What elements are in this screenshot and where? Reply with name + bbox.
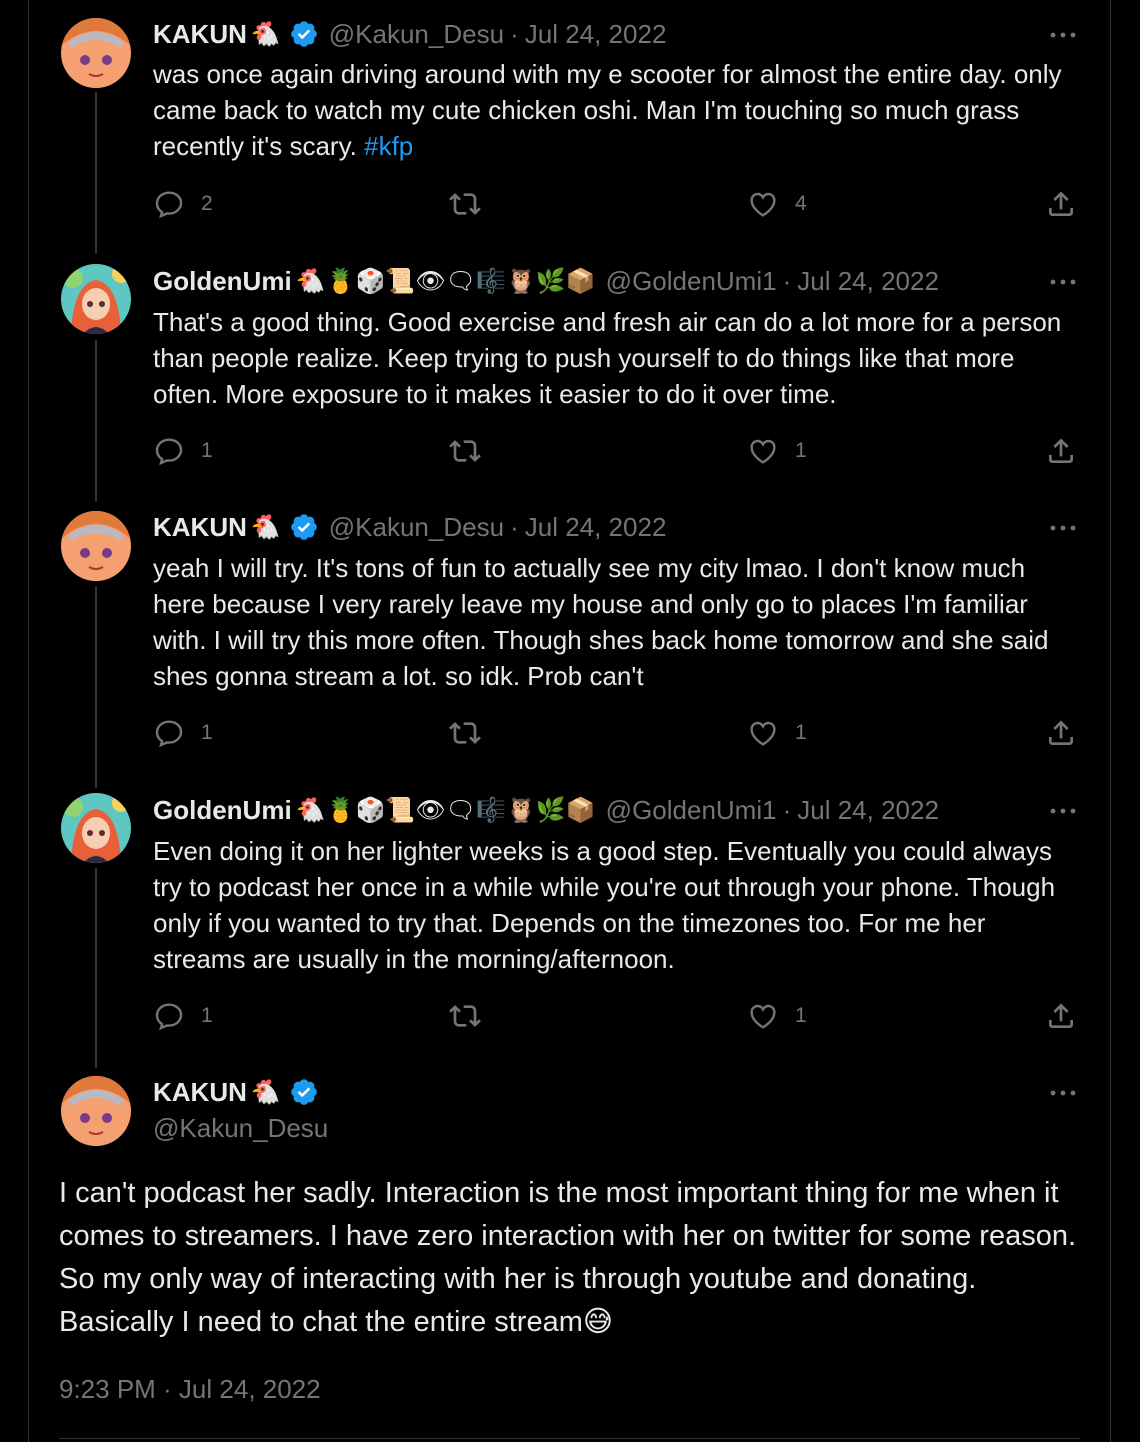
tweet-text: yeah I will try. It's tons of fun to actually see my city lmao. I don't know much here because I very rarely leave my house and only go to places I'm familiar with. I will try this more often. Though shes back home tomorrow and she said shes gonna stream a lot. so idk. Prob can't [153,553,1049,691]
main-tweet-text: I can't podcast her sadly. Interaction is the most important thing for me when it comes to streamers. I have zero interaction with her on twitter for some reason. So my only way of interacting with her is through youtube and donating. Basically I need to chat the entire stream😅 [59,1177,1077,1338]
name-emojis: 🐔 [250,20,281,48]
tweet-text-content: was once again driving around with my e scooter for almost the entire day. only came back to watch my cute chicken oshi. Man I'm touching so much grass recently it's scary. [153,59,1062,161]
separator-dot: · [782,794,792,825]
tweet-date[interactable]: Jul 24, 2022 [524,511,667,542]
verified-badge-icon [289,1077,319,1107]
like-count: 4 [795,192,807,215]
name-emojis: 🐔🍍🎲📜👁🗨🎼🦉🌿📦 [295,267,596,295]
tweet-text: That's a good thing. Good exercise and fresh air can do a lot more for a person than people realize. Keep trying to push yourself to do things like that more often. More exposure to it makes it easier to do it over time. [153,307,1062,409]
like-count: 1 [795,439,807,462]
name-emojis: 🐔 [250,513,281,541]
tweet-date[interactable]: Jul 24, 2022 [797,265,939,296]
main-tweet [29,0,1110,1442]
user-handle[interactable]: @GoldenUmi1 [605,794,777,825]
user-handle[interactable]: @Kakun_Desu [153,1112,329,1143]
hashtag-link[interactable]: #kfp [364,131,414,161]
separator-dot: · [510,511,519,542]
tweet-text: Even doing it on her lighter weeks is a good step. Eventually you could always try to podcast her once in a while while you're out through your phone. Though only if you wanted to try that. Depends on the timezones too. For me her streams are usually in the morning/afternoon. [153,836,1056,974]
display-name[interactable]: GoldenUmi [153,794,292,825]
main-tweet-header [153,1076,319,1108]
user-handle[interactable]: @GoldenUmi1 [605,265,777,296]
conversation-column [28,0,1111,1442]
tweet-date[interactable]: Jul 24, 2022 [797,794,939,825]
like-count: 1 [795,721,807,744]
main-tweet-handle-row [153,1112,328,1144]
separator-dot: · [510,18,519,49]
separator-dot: · [782,265,792,296]
more-icon[interactable] [1048,1078,1078,1108]
like-count: 1 [795,1004,807,1027]
name-emojis: 🐔 [250,1078,281,1106]
avatar[interactable] [61,1076,131,1146]
display-name[interactable]: GoldenUmi [153,265,292,296]
reply-count: 2 [201,192,213,215]
tweet-date[interactable]: Jul 24, 2022 [524,18,667,49]
main-tweet-timestamp[interactable]: 9:23 PM · Jul 24, 2022 [59,1374,321,1404]
user-handle[interactable]: @Kakun_Desu [328,511,505,542]
reply-count: 1 [201,721,213,744]
reply-count: 1 [201,1004,213,1027]
display-name[interactable]: KAKUN [153,18,247,49]
display-name[interactable]: KAKUN [153,511,247,542]
reply-count: 1 [201,439,213,462]
name-emojis: 🐔🍍🎲📜👁🗨🎼🦉🌿📦 [295,796,596,824]
user-handle[interactable]: @Kakun_Desu [328,18,505,49]
display-name[interactable]: KAKUN [153,1076,247,1107]
divider [59,1438,1080,1439]
